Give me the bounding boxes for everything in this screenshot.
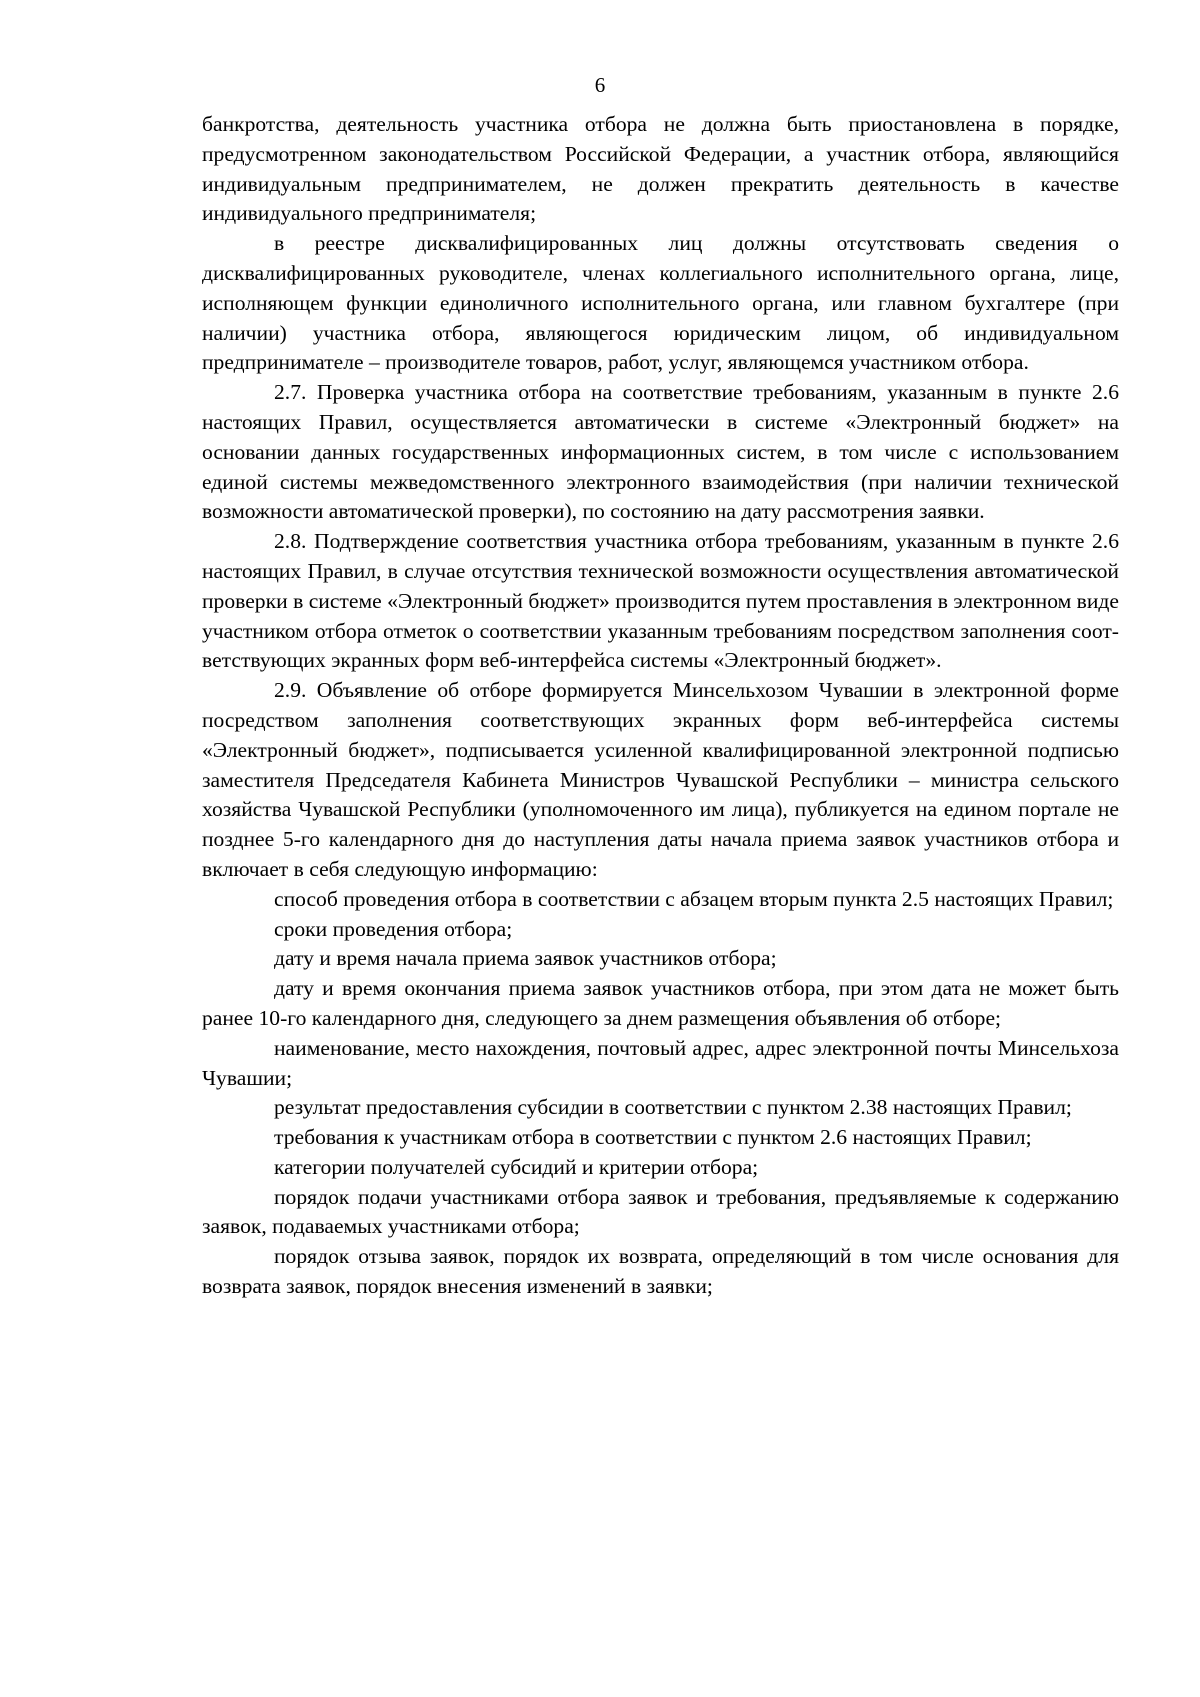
paragraph-2-8: 2.8. Подтверждение соответствия участника отбора требованиям, указанным в пункте 2.6 настоящих Правил, в случае отсутствия технической возможности осуществления автоматической проверки в системе «Электронный бюджет» производится путем проставления в электронном виде участником отбора отметок о соответствии указанным требованиям посредством заполнения соответствующих экранных форм веб-интерфейса системы «Электронный бюджет». (202, 529, 1119, 673)
list-item: дату и время окончания приема заявок участников отбора, при этом дата не может быть ранее 10-го календарного дня, следующего за днем размещения объявления об отборе; (202, 976, 1119, 1030)
paragraph: в реестре дисквалифицированных лиц должны отсутствовать сведения о дисквалифицированных руководителе, членах коллегиального исполнительного органа, лице, исполняющем функции единоличного исполнительного органа, или главном бухгалтере (при наличии) участника отбора, являющегося юридическим лицом, об индивидуальном предпринимателе – производителе товаров, работ, услуг, являющемся участником отбора. (202, 231, 1119, 375)
document-body (202, 110, 1119, 1302)
list-item: результат предоставления субсидии в соответствии с пунктом 2.38 настоящих Правил; (274, 1095, 1072, 1120)
page-number: 6 (594, 73, 606, 97)
list-item: сроки проведения отбора; (274, 916, 513, 941)
list-item: категории получателей субсидий и критерии отбора; (274, 1154, 759, 1179)
list-item: порядок подачи участниками отбора заявок и требования, предъявляемые к содержанию заявок, подаваемых участниками отбора; (202, 1184, 1119, 1239)
list-item: требования к участникам отбора в соответствии с пунктом 2.6 настоящих Правил; (274, 1125, 1032, 1150)
list-item: дату и время начала приема заявок участников отбора; (274, 946, 777, 971)
list-item: наименование, место нахождения, почтовый адрес, адрес электронной почты Минсельхоза Чувашии; (202, 1035, 1119, 1090)
list-item: способ проведения отбора в соответствии с абзацем вторым пункта 2.5 настоящих Правил; (274, 886, 1114, 911)
paragraph-2-7: 2.7. Проверка участника отбора на соответствие требованиям, указанным в пункте 2.6 настоящих Правил, осуществляется автоматически в системе «Электронный бюджет» на основании данных государственных информационных систем, в том числе с использованием единой системы межведомственного электронного взаимодействия (при наличии технической возможности автоматической проверки), по состоянию на дату рассмотрения заявки. (202, 380, 1119, 524)
list-item: порядок отзыва заявок, порядок их возврата, определяющий в том числе основания для возврата заявок, порядок внесения изменений в заявки; (202, 1244, 1119, 1299)
paragraph-continuation: банкротства, деятельность участника отбора не должна быть приостановлена в порядке, предусмотренном законодательством Российской Федерации, а участник отбора, являющийся индивидуальным предпринимателем, не должен прекратить деятельность в качестве индивидуального предпринимателя; (202, 112, 1119, 226)
paragraph-2-9: 2.9. Объявление об отборе формируется Минсельхозом Чувашии в электронной форме посредством заполнения соответствующих экранных форм веб-интерфейса системы «Электронный бюджет», подписывается усиленной квалифицированной электронной подписью заместителя Председателя Кабинета Министров Чувашской Республики – министра сельского хозяйства Чувашской Республики (уполномоченного им лица), публикуется на едином портале не позднее 5-го календарного дня до наступления даты начала приема заявок участников отбора и включает в себя следующую информацию: (202, 678, 1119, 881)
